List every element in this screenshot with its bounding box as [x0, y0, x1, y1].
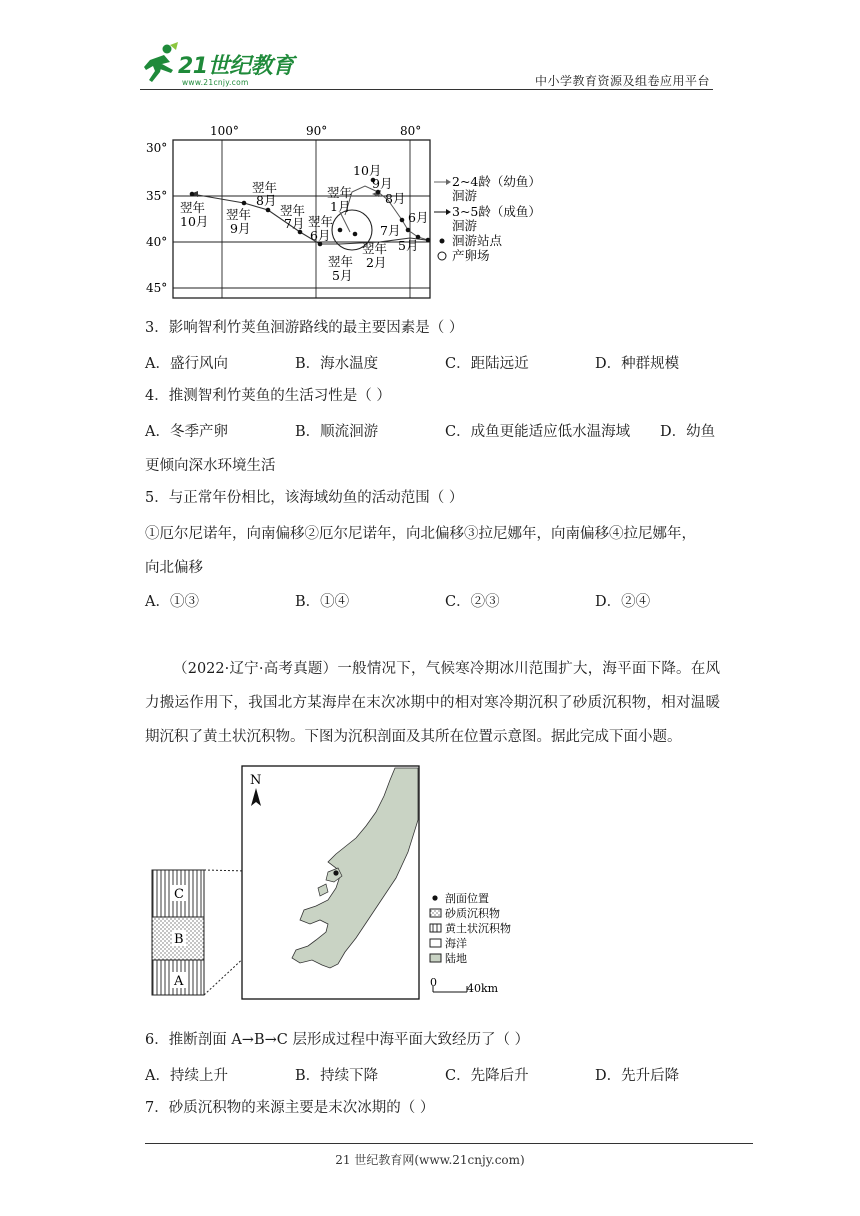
legend-label: 2~4龄（幼鱼） [452, 174, 541, 189]
option: B．①④ [295, 594, 350, 610]
track-label: 5月 [398, 238, 419, 253]
question-7: 7．砂质沉积物的来源主要是末次冰期的（ ） [145, 1100, 435, 1116]
lon-label: 80° [400, 124, 422, 138]
legend-label: 产卵场 [452, 248, 490, 263]
legend-spawn-circle [438, 252, 446, 260]
option: C．②③ [445, 594, 500, 610]
track-label: 8月 [385, 191, 406, 206]
option: A．盛行风向 [145, 356, 228, 372]
legend-label: 砂质沉积物 [445, 907, 500, 920]
scale-label: 40km [467, 982, 499, 995]
option: D．幼鱼 [660, 424, 716, 440]
legend-label: 洄游站点 [452, 233, 503, 248]
question-5-items: ①厄尔尼诺年，向南偏移②厄尔尼诺年，向北偏移③拉尼娜年，向南偏移④拉尼娜年， [145, 526, 696, 542]
lat-label: 45° [146, 281, 168, 295]
legend-label: 剖面位置 [445, 892, 489, 905]
migration-map-svg [140, 120, 560, 305]
legend-label: 海洋 [445, 937, 467, 950]
option: C．先降后升 [445, 1068, 529, 1084]
track-label: 6月 [310, 228, 331, 243]
option: B．顺流洄游 [295, 424, 379, 440]
sediment-figure-svg [140, 760, 560, 1005]
north-label: N [250, 773, 262, 788]
footer-divider [145, 1143, 753, 1144]
option: A．冬季产卵 [145, 424, 228, 440]
option: B．海水温度 [295, 356, 379, 372]
track-label: 10月 [353, 163, 382, 178]
sediment-figure [140, 760, 560, 1009]
logo-icon [140, 42, 180, 92]
map-legend [434, 174, 541, 263]
legend-swatch [430, 954, 441, 962]
header-divider [140, 89, 713, 90]
track-label: 6月 [408, 210, 429, 225]
track-label: 5月 [332, 268, 353, 283]
track-label: 7月 [380, 223, 401, 238]
question-3: 3．影响智利竹荚鱼洄游路线的最主要因素是（ ） [145, 320, 464, 336]
legend-dot [432, 895, 437, 900]
option: B．持续下降 [295, 1068, 379, 1084]
passage: （2022·辽宁·高考真题）一般情况下，气候寒冷期冰川范围扩大，海平面下降。在风力搬运作用下，我国北方某海岸在末次冰期中的相对寒冷期沉积了砂质沉积物，相对温暖期沉积了黄土状沉积物。下图为沉积剖面及其所在位置示意图。据此完成下面小题。 [145, 661, 720, 745]
track-label: 翌年 [308, 214, 334, 229]
lat-label: 40° [146, 235, 168, 249]
legend-label: 洄游 [452, 218, 478, 233]
track-label: 10月 [180, 214, 209, 229]
legend-swatch [430, 909, 441, 917]
legend-label: 洄游 [452, 188, 478, 203]
option: C．成鱼更能适应低水温海域 [445, 424, 631, 440]
track-label: 翌年 [280, 203, 306, 218]
track-label: 翌年 [328, 254, 354, 269]
track-label: 翌年 [252, 180, 278, 195]
option: D．②④ [595, 594, 651, 610]
option: D．先升后降 [595, 1068, 680, 1084]
legend-label: 3~5龄（成鱼） [452, 204, 541, 219]
option: C．距陆远近 [445, 356, 529, 372]
option: A．①③ [145, 594, 199, 610]
layer-label-a: A [174, 974, 184, 989]
legend-label: 陆地 [445, 952, 467, 965]
question-5-items: 向北偏移 [145, 560, 203, 576]
track-label: 翌年 [226, 207, 252, 222]
question-4: 4．推测智利竹荚鱼的生活习性是（ ） [145, 388, 391, 404]
track-label: 2月 [366, 255, 387, 270]
legend-station-dot [440, 239, 445, 244]
profile-location-dot [333, 870, 338, 875]
logo-url: www.21cnjy.com [182, 78, 249, 87]
legend-swatch [430, 924, 441, 932]
option: D．种群规模 [595, 356, 680, 372]
layer-label-c: C [174, 887, 184, 902]
option-continuation: 更倾向深水环境生活 [145, 458, 276, 474]
track-label: 1月 [330, 199, 351, 214]
track-label: 7月 [284, 216, 305, 231]
track-label: 9月 [230, 221, 251, 236]
question-5: 5．与正常年份相比，该海域幼鱼的活动范围（ ） [145, 490, 464, 506]
legend-swatch [430, 939, 441, 947]
logo-text: 21世纪教育 [178, 54, 294, 79]
track-label: 翌年 [327, 185, 353, 200]
map-legend-2 [430, 891, 511, 995]
question-6: 6．推断剖面 A→B→C 层形成过程中海平面大致经历了（ ） [145, 1032, 530, 1048]
layer-label-b: B [174, 932, 184, 947]
lat-label: 30° [146, 141, 168, 155]
track-label: 翌年 [180, 200, 206, 215]
scale-label: 0 [430, 976, 437, 989]
lon-label: 90° [306, 124, 328, 138]
migration-map [140, 120, 560, 309]
track-label: 翌年 [362, 241, 388, 256]
track-label: 8月 [256, 193, 277, 208]
footer-text: 21 世纪教育网(www.21cnjy.com) [335, 1153, 525, 1167]
platform-title: 中小学教育资源及组卷应用平台 [534, 74, 710, 88]
track-label: 9月 [372, 176, 393, 191]
lon-label: 100° [210, 124, 239, 138]
legend-label: 黄土状沉积物 [445, 922, 511, 935]
lat-label: 35° [146, 189, 168, 203]
option: A．持续上升 [145, 1068, 228, 1084]
